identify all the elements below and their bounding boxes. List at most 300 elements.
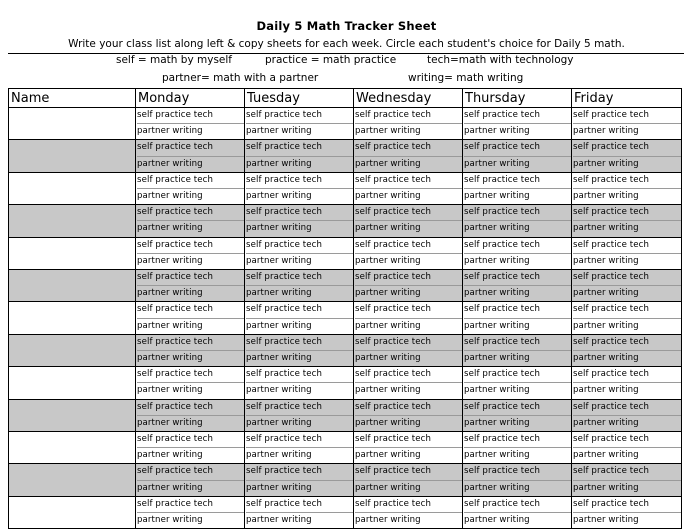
- choice-line-bottom: partner writing: [246, 188, 353, 204]
- choice-line-top: self practice tech: [137, 466, 214, 477]
- legend-partner: partner= math with a partner: [162, 72, 319, 84]
- column-header-name: Name: [9, 89, 136, 108]
- choice-cell-thursday[interactable]: [463, 432, 572, 464]
- choice-cell-friday[interactable]: [572, 205, 682, 237]
- choice-options: [245, 270, 353, 301]
- choice-line-top: self practice tech: [573, 498, 650, 509]
- choice-line-top: self practice tech: [355, 304, 432, 315]
- choice-options: [354, 140, 462, 171]
- choice-line-bottom: partner writing: [355, 318, 462, 334]
- choice-line-bottom: partner writing: [137, 512, 244, 528]
- choice-cell-thursday[interactable]: [463, 108, 572, 140]
- student-row: [9, 140, 682, 172]
- choice-line-top: self practice tech: [137, 336, 214, 347]
- student-name-cell[interactable]: [9, 140, 136, 172]
- student-row: [9, 302, 682, 334]
- choice-line-top: self practice tech: [573, 466, 650, 477]
- student-row: [9, 334, 682, 366]
- choice-line-top: self practice tech: [464, 110, 541, 120]
- choice-line-bottom: partner writing: [246, 318, 353, 334]
- choice-line-bottom: partner writing: [464, 382, 571, 398]
- student-row: [9, 172, 682, 204]
- choice-cell-friday[interactable]: [572, 334, 682, 366]
- choice-line-bottom: partner writing: [464, 350, 571, 366]
- choice-line-bottom: partner writing: [355, 512, 462, 528]
- choice-line-top: self practice tech: [355, 142, 432, 153]
- choice-line-bottom: partner writing: [246, 447, 353, 463]
- choice-options: [572, 497, 681, 528]
- choice-line-top: self practice tech: [355, 401, 432, 412]
- choice-line-bottom: partner writing: [355, 220, 462, 236]
- choice-cell-monday[interactable]: [136, 464, 245, 496]
- choice-options: [136, 367, 244, 398]
- choice-cell-tuesday[interactable]: [245, 464, 354, 496]
- instructions-text: Write your class list along left & copy sheets for each week. Circle each student's choice for Daily 5 math.: [68, 38, 625, 50]
- choice-options: [245, 205, 353, 236]
- choice-cell-monday[interactable]: [136, 334, 245, 366]
- student-row: [9, 432, 682, 464]
- choice-options: [463, 464, 571, 495]
- choice-line-bottom: partner writing: [246, 156, 353, 172]
- choice-line-top: self practice tech: [355, 272, 432, 283]
- choice-cell-friday[interactable]: [572, 464, 682, 496]
- choice-line-bottom: partner writing: [137, 123, 244, 139]
- choice-line-top: self practice tech: [355, 207, 432, 218]
- choice-cell-friday[interactable]: [572, 367, 682, 399]
- choice-line-bottom: partner writing: [573, 220, 681, 236]
- choice-options: [245, 497, 353, 528]
- choice-line-top: self practice tech: [464, 369, 541, 380]
- choice-options: [136, 173, 244, 204]
- choice-options: [354, 367, 462, 398]
- choice-cell-thursday[interactable]: [463, 302, 572, 334]
- column-header-tuesday: Tuesday: [245, 89, 354, 108]
- choice-line-bottom: partner writing: [573, 285, 681, 301]
- choice-line-top: self practice tech: [137, 498, 214, 509]
- student-row: [9, 399, 682, 431]
- choice-line-bottom: partner writing: [464, 156, 571, 172]
- student-name-cell[interactable]: [9, 399, 136, 431]
- choice-line-bottom: partner writing: [137, 447, 244, 463]
- choice-line-bottom: partner writing: [246, 415, 353, 431]
- choice-cell-wednesday[interactable]: [354, 496, 463, 528]
- choice-cell-wednesday[interactable]: [354, 432, 463, 464]
- choice-cell-tuesday[interactable]: [245, 205, 354, 237]
- choice-options: [463, 497, 571, 528]
- choice-cell-wednesday[interactable]: [354, 399, 463, 431]
- choice-options: [136, 270, 244, 301]
- choice-cell-friday[interactable]: [572, 237, 682, 269]
- choice-line-bottom: partner writing: [355, 188, 462, 204]
- column-header-friday: Friday: [572, 89, 682, 108]
- choice-options: [463, 302, 571, 333]
- choice-line-top: self practice tech: [246, 142, 323, 153]
- choice-line-top: self practice tech: [137, 434, 214, 445]
- student-row: [9, 367, 682, 399]
- choice-line-top: self practice tech: [355, 336, 432, 347]
- choice-line-bottom: partner writing: [246, 285, 353, 301]
- choice-options: [572, 302, 681, 333]
- choice-options: [245, 173, 353, 204]
- choice-options: [572, 270, 681, 301]
- choice-line-top: self practice tech: [464, 336, 541, 347]
- choice-cell-tuesday[interactable]: [245, 270, 354, 302]
- choice-line-bottom: partner writing: [137, 318, 244, 334]
- choice-options: [354, 270, 462, 301]
- choice-line-bottom: partner writing: [137, 220, 244, 236]
- choice-options: [354, 108, 462, 139]
- choice-cell-thursday[interactable]: [463, 270, 572, 302]
- choice-line-bottom: partner writing: [573, 123, 681, 139]
- choice-line-top: self practice tech: [246, 336, 323, 347]
- choice-options: [463, 108, 571, 139]
- choice-options: [136, 464, 244, 495]
- choice-line-top: self practice tech: [464, 304, 541, 315]
- choice-cell-thursday[interactable]: [463, 464, 572, 496]
- choice-cell-friday[interactable]: [572, 172, 682, 204]
- choice-line-bottom: partner writing: [573, 447, 681, 463]
- choice-line-top: self practice tech: [573, 239, 650, 250]
- student-row: [9, 205, 682, 237]
- choice-cell-monday[interactable]: [136, 367, 245, 399]
- choice-line-bottom: partner writing: [246, 512, 353, 528]
- choice-line-top: self practice tech: [137, 174, 214, 185]
- choice-options: [245, 400, 353, 431]
- choice-line-bottom: partner writing: [355, 480, 462, 496]
- choice-line-top: self practice tech: [573, 272, 650, 283]
- choice-cell-friday[interactable]: [572, 302, 682, 334]
- choice-line-top: self practice tech: [573, 336, 650, 347]
- choice-options: [463, 173, 571, 204]
- choice-options: [136, 335, 244, 366]
- legend-writing: writing= math writing: [408, 72, 524, 84]
- choice-line-bottom: partner writing: [137, 480, 244, 496]
- choice-options: [245, 238, 353, 269]
- choice-line-bottom: partner writing: [137, 350, 244, 366]
- choice-line-bottom: partner writing: [355, 156, 462, 172]
- choice-cell-thursday[interactable]: [463, 172, 572, 204]
- choice-line-bottom: partner writing: [464, 415, 571, 431]
- choice-options: [245, 432, 353, 463]
- choice-options: [572, 335, 681, 366]
- choice-line-bottom: partner writing: [464, 220, 571, 236]
- choice-options: [354, 464, 462, 495]
- legend-practice: practice = math practice: [265, 54, 397, 66]
- choice-cell-friday[interactable]: [572, 432, 682, 464]
- column-header-wednesday: Wednesday: [354, 89, 463, 108]
- choice-cell-monday[interactable]: [136, 108, 245, 140]
- choice-line-bottom: partner writing: [464, 447, 571, 463]
- choice-line-bottom: partner writing: [573, 156, 681, 172]
- choice-options: [463, 400, 571, 431]
- choice-line-bottom: partner writing: [573, 350, 681, 366]
- choice-line-bottom: partner writing: [573, 188, 681, 204]
- choice-line-bottom: partner writing: [355, 253, 462, 269]
- choice-options: [136, 302, 244, 333]
- page-title: Daily 5 Math Tracker Sheet: [256, 19, 437, 33]
- choice-cell-thursday[interactable]: [463, 205, 572, 237]
- choice-line-top: self practice tech: [464, 174, 541, 185]
- choice-cell-tuesday[interactable]: [245, 140, 354, 172]
- choice-line-top: self practice tech: [573, 207, 650, 218]
- choice-line-bottom: partner writing: [246, 480, 353, 496]
- choice-line-top: self practice tech: [573, 174, 650, 185]
- choice-line-top: self practice tech: [573, 401, 650, 412]
- choice-cell-friday[interactable]: [572, 108, 682, 140]
- choice-line-top: self practice tech: [464, 498, 541, 509]
- choice-line-bottom: partner writing: [355, 447, 462, 463]
- choice-options: [463, 205, 571, 236]
- choice-cell-wednesday[interactable]: [354, 270, 463, 302]
- choice-line-bottom: partner writing: [464, 123, 571, 139]
- choice-line-top: self practice tech: [246, 110, 323, 120]
- choice-cell-thursday[interactable]: [463, 496, 572, 528]
- tracker-body: [9, 108, 682, 529]
- choice-line-top: self practice tech: [246, 434, 323, 445]
- choice-line-top: self practice tech: [137, 239, 214, 250]
- choice-cell-monday[interactable]: [136, 205, 245, 237]
- choice-cell-tuesday[interactable]: [245, 399, 354, 431]
- choice-cell-wednesday[interactable]: [354, 237, 463, 269]
- choice-options: [136, 497, 244, 528]
- choice-options: [463, 335, 571, 366]
- choice-line-top: self practice tech: [246, 239, 323, 250]
- choice-options: [245, 367, 353, 398]
- choice-line-bottom: partner writing: [573, 382, 681, 398]
- choice-cell-thursday[interactable]: [463, 367, 572, 399]
- choice-line-top: self practice tech: [464, 466, 541, 477]
- header-row: [9, 89, 682, 108]
- student-name-cell[interactable]: [9, 302, 136, 334]
- choice-cell-tuesday[interactable]: [245, 302, 354, 334]
- choice-options: [463, 140, 571, 171]
- choice-cell-wednesday[interactable]: [354, 140, 463, 172]
- choice-options: [354, 302, 462, 333]
- choice-options: [245, 140, 353, 171]
- choice-options: [245, 464, 353, 495]
- legend-self: self = math by myself: [116, 54, 232, 66]
- choice-line-top: self practice tech: [573, 434, 650, 445]
- choice-line-bottom: partner writing: [355, 285, 462, 301]
- choice-cell-monday[interactable]: [136, 172, 245, 204]
- choice-options: [572, 400, 681, 431]
- choice-options: [572, 205, 681, 236]
- choice-line-bottom: partner writing: [464, 188, 571, 204]
- choice-line-bottom: partner writing: [355, 123, 462, 139]
- choice-line-top: self practice tech: [464, 272, 541, 283]
- choice-cell-monday[interactable]: [136, 270, 245, 302]
- choice-options: [463, 367, 571, 398]
- choice-options: [354, 173, 462, 204]
- student-row: [9, 108, 682, 140]
- choice-options: [572, 367, 681, 398]
- choice-cell-monday[interactable]: [136, 302, 245, 334]
- choice-options: [463, 432, 571, 463]
- student-name-cell[interactable]: [9, 496, 136, 528]
- choice-line-top: self practice tech: [246, 498, 323, 509]
- choice-line-top: self practice tech: [573, 369, 650, 380]
- student-name-cell[interactable]: [9, 367, 136, 399]
- choice-cell-friday[interactable]: [572, 496, 682, 528]
- choice-cell-monday[interactable]: [136, 399, 245, 431]
- choice-cell-tuesday[interactable]: [245, 432, 354, 464]
- choice-line-top: self practice tech: [246, 401, 323, 412]
- student-name-cell[interactable]: [9, 334, 136, 366]
- choice-options: [354, 238, 462, 269]
- choice-options: [354, 432, 462, 463]
- choice-options: [572, 432, 681, 463]
- choice-cell-friday[interactable]: [572, 270, 682, 302]
- choice-cell-tuesday[interactable]: [245, 108, 354, 140]
- choice-line-bottom: partner writing: [573, 415, 681, 431]
- choice-line-top: self practice tech: [355, 434, 432, 445]
- choice-line-top: self practice tech: [355, 466, 432, 477]
- choice-line-top: self practice tech: [355, 174, 432, 185]
- choice-line-bottom: partner writing: [246, 382, 353, 398]
- choice-cell-tuesday[interactable]: [245, 237, 354, 269]
- choice-line-top: self practice tech: [137, 369, 214, 380]
- choice-cell-friday[interactable]: [572, 399, 682, 431]
- choice-line-top: self practice tech: [137, 110, 214, 120]
- student-row: [9, 496, 682, 528]
- choice-options: [354, 497, 462, 528]
- choice-line-top: self practice tech: [464, 239, 541, 250]
- column-header-monday: Monday: [136, 89, 245, 108]
- choice-line-bottom: partner writing: [137, 415, 244, 431]
- choice-line-bottom: partner writing: [246, 220, 353, 236]
- choice-line-top: self practice tech: [464, 434, 541, 445]
- choice-line-bottom: partner writing: [246, 253, 353, 269]
- choice-cell-wednesday[interactable]: [354, 367, 463, 399]
- student-row: [9, 270, 682, 302]
- choice-options: [136, 108, 244, 139]
- choice-line-top: self practice tech: [464, 207, 541, 218]
- choice-line-bottom: partner writing: [137, 253, 244, 269]
- student-name-cell[interactable]: [9, 172, 136, 204]
- student-row: [9, 464, 682, 496]
- choice-line-bottom: partner writing: [355, 350, 462, 366]
- choice-line-top: self practice tech: [137, 142, 214, 153]
- choice-cell-wednesday[interactable]: [354, 464, 463, 496]
- choice-line-bottom: partner writing: [464, 253, 571, 269]
- choice-line-top: self practice tech: [137, 272, 214, 283]
- student-name-cell[interactable]: [9, 108, 136, 140]
- student-name-cell[interactable]: [9, 270, 136, 302]
- choice-options: [245, 108, 353, 139]
- choice-line-top: self practice tech: [355, 498, 432, 509]
- choice-cell-thursday[interactable]: [463, 399, 572, 431]
- choice-line-bottom: partner writing: [137, 156, 244, 172]
- choice-line-top: self practice tech: [355, 369, 432, 380]
- choice-line-top: self practice tech: [246, 207, 323, 218]
- choice-line-top: self practice tech: [573, 304, 650, 315]
- choice-cell-tuesday[interactable]: [245, 367, 354, 399]
- choice-line-bottom: partner writing: [137, 285, 244, 301]
- choice-options: [572, 108, 681, 139]
- choice-line-bottom: partner writing: [137, 188, 244, 204]
- choice-options: [245, 335, 353, 366]
- choice-options: [463, 238, 571, 269]
- student-row: [9, 237, 682, 269]
- student-name-cell[interactable]: [9, 205, 136, 237]
- choice-line-bottom: partner writing: [573, 512, 681, 528]
- choice-line-top: self practice tech: [246, 369, 323, 380]
- choice-cell-wednesday[interactable]: [354, 108, 463, 140]
- choice-line-top: self practice tech: [137, 401, 214, 412]
- choice-options: [136, 432, 244, 463]
- choice-line-top: self practice tech: [246, 174, 323, 185]
- choice-line-top: self practice tech: [246, 304, 323, 315]
- choice-cell-monday[interactable]: [136, 237, 245, 269]
- choice-line-top: self practice tech: [137, 207, 214, 218]
- student-name-cell[interactable]: [9, 237, 136, 269]
- choice-line-top: self practice tech: [246, 466, 323, 477]
- choice-options: [572, 140, 681, 171]
- choice-line-top: self practice tech: [573, 110, 650, 120]
- choice-options: [572, 173, 681, 204]
- choice-line-top: self practice tech: [573, 142, 650, 153]
- choice-line-bottom: partner writing: [573, 318, 681, 334]
- choice-cell-thursday[interactable]: [463, 140, 572, 172]
- choice-cell-tuesday[interactable]: [245, 496, 354, 528]
- choice-cell-wednesday[interactable]: [354, 205, 463, 237]
- choice-options: [354, 400, 462, 431]
- choice-line-top: self practice tech: [355, 110, 432, 120]
- choice-cell-thursday[interactable]: [463, 237, 572, 269]
- choice-line-top: self practice tech: [464, 142, 541, 153]
- tracker-table: [8, 88, 682, 529]
- choice-line-bottom: partner writing: [355, 415, 462, 431]
- choice-cell-thursday[interactable]: [463, 334, 572, 366]
- choice-options: [572, 238, 681, 269]
- choice-cell-tuesday[interactable]: [245, 172, 354, 204]
- student-name-cell[interactable]: [9, 464, 136, 496]
- choice-options: [463, 270, 571, 301]
- choice-options: [354, 205, 462, 236]
- choice-cell-monday[interactable]: [136, 432, 245, 464]
- choice-cell-wednesday[interactable]: [354, 334, 463, 366]
- column-header-thursday: Thursday: [463, 89, 572, 108]
- choice-options: [354, 335, 462, 366]
- choice-cell-friday[interactable]: [572, 140, 682, 172]
- choice-line-top: self practice tech: [464, 401, 541, 412]
- choice-line-bottom: partner writing: [464, 285, 571, 301]
- choice-cell-tuesday[interactable]: [245, 334, 354, 366]
- choice-options: [136, 205, 244, 236]
- choice-cell-monday[interactable]: [136, 496, 245, 528]
- choice-line-bottom: partner writing: [573, 480, 681, 496]
- choice-options: [136, 400, 244, 431]
- choice-line-bottom: partner writing: [573, 253, 681, 269]
- choice-line-bottom: partner writing: [464, 480, 571, 496]
- choice-cell-monday[interactable]: [136, 140, 245, 172]
- choice-line-bottom: partner writing: [464, 318, 571, 334]
- choice-options: [572, 464, 681, 495]
- choice-line-bottom: partner writing: [246, 350, 353, 366]
- choice-line-top: self practice tech: [137, 304, 214, 315]
- choice-line-bottom: partner writing: [464, 512, 571, 528]
- choice-options: [136, 140, 244, 171]
- choice-line-bottom: partner writing: [355, 382, 462, 398]
- choice-cell-wednesday[interactable]: [354, 172, 463, 204]
- choice-line-top: self practice tech: [246, 272, 323, 283]
- student-name-cell[interactable]: [9, 432, 136, 464]
- choice-cell-wednesday[interactable]: [354, 302, 463, 334]
- choice-line-bottom: partner writing: [246, 123, 353, 139]
- choice-options: [245, 302, 353, 333]
- legend-tech: tech=math with technology: [427, 54, 574, 66]
- choice-line-top: self practice tech: [355, 239, 432, 250]
